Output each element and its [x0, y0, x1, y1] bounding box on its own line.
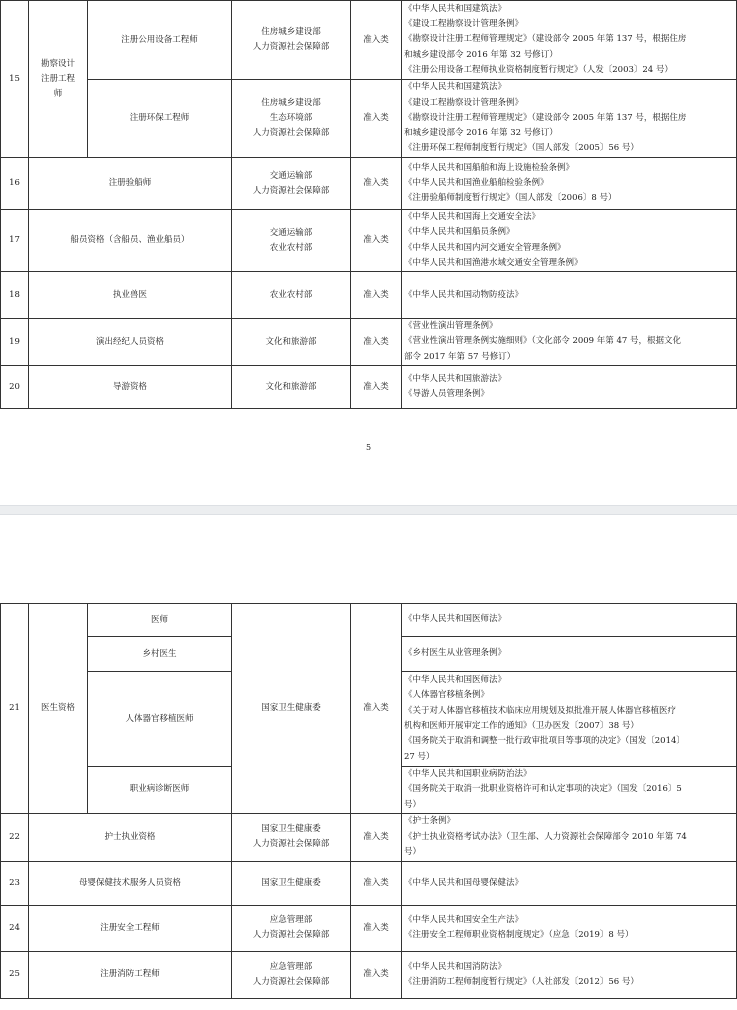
- department: [232, 80, 351, 158]
- qualification-name: 母婴保健技术服务人员资格: [29, 861, 232, 905]
- department-line: 住房城乡建设部: [261, 27, 321, 37]
- qualification-type: 准入类: [351, 604, 402, 814]
- category-line: 注册工程: [40, 73, 75, 84]
- department-line: 人力资源社会保障部: [252, 839, 330, 850]
- legal-basis-line: 《注册公用设备工程师执业资格制度暂行规定》（人发〔2003〕24 号）: [404, 64, 673, 75]
- category-line: 勘察设计: [40, 58, 75, 69]
- department-line: 应急管理部: [269, 961, 313, 972]
- category-line: 师: [53, 88, 63, 99]
- legal-basis-line: 《营业性演出管理条例实施细则》（文化部令 2009 年第 47 号，根据文化: [404, 336, 682, 347]
- qualification-table-page-6: [0, 603, 737, 999]
- department-line: 文化和旅游部: [265, 381, 317, 392]
- qualification-name: 注册安全工程师: [29, 905, 232, 951]
- table-row: [1, 158, 737, 210]
- legal-basis-line: 《建设工程勘察设计管理条例》: [404, 97, 524, 108]
- legal-basis-line: 《中华人民共和国船员条例》: [404, 227, 515, 238]
- department-line: 人力资源社会保障部: [252, 930, 330, 941]
- department: [232, 210, 351, 272]
- row-number: 16: [1, 158, 29, 210]
- department: [232, 951, 351, 998]
- department: [232, 1, 351, 80]
- qualification-type: 准入类: [351, 319, 402, 366]
- qualification-type: 准入类: [351, 366, 402, 409]
- legal-basis-line: 《护士执业资格考试办法》（卫生部、人力资源社会保障部令 2010 年第 74: [404, 831, 687, 842]
- qualification-type: 准入类: [351, 158, 402, 210]
- legal-basis-line: 《注册环保工程师制度暂行规定》（国人部发〔2005〕56 号）: [404, 143, 639, 154]
- legal-basis: [402, 80, 737, 158]
- legal-basis-line: 《国务院关于取消一批职业资格许可和认定事项的决定》（国发〔2016〕5: [404, 784, 682, 795]
- qualification-name: 演出经纪人员资格: [29, 319, 232, 366]
- legal-basis-line: 《勘察设计注册工程师管理规定》（建设部令 2005 年第 137 号，根据住房: [404, 112, 687, 123]
- legal-basis-line: 《注册验船师制度暂行规定》（国人部发〔2006〕8 号）: [404, 193, 617, 204]
- table-row: [1, 604, 737, 637]
- legal-basis-line: 《中华人民共和国船舶和海上设施检验条例》: [404, 162, 575, 173]
- legal-basis: [402, 319, 737, 366]
- legal-basis-line: 《国务院关于取消和调整一批行政审批项目等事项的决定》（国发〔2014〕: [404, 736, 685, 747]
- row-number: 25: [1, 951, 29, 998]
- department-line: 农业农村部: [269, 289, 313, 300]
- qualification-type: 准入类: [351, 861, 402, 905]
- legal-basis: [402, 637, 737, 672]
- department-line: 生态环境部: [269, 113, 313, 123]
- qualification-type: 准入类: [351, 813, 402, 861]
- qualification-type: 准入类: [351, 80, 402, 158]
- row-number: 21: [1, 604, 29, 814]
- department-line: 国家卫生健康委: [261, 877, 321, 888]
- row-number: 17: [1, 210, 29, 272]
- qualification-name: 医师: [88, 604, 232, 637]
- legal-basis: [402, 366, 737, 409]
- row-number: 24: [1, 905, 29, 951]
- legal-basis-line: 《中华人民共和国动物防疫法》: [404, 289, 524, 300]
- qualification-name: 注册验船师: [29, 158, 232, 210]
- qualification-name: 注册环保工程师: [88, 80, 232, 158]
- legal-basis-line: 《注册消防工程师制度暂行规定》（人社部发〔2012〕56 号）: [404, 976, 639, 987]
- page-number: 5: [365, 443, 372, 452]
- table-row: [1, 80, 737, 158]
- legal-basis-line: 《中华人民共和国医师法》: [404, 614, 507, 625]
- qualification-name: 注册公用设备工程师: [88, 1, 232, 80]
- legal-basis-line: 《护士条例》: [404, 816, 456, 827]
- legal-basis: [402, 813, 737, 861]
- department-line: 国家卫生健康委: [261, 824, 321, 835]
- legal-basis: [402, 604, 737, 637]
- department: [232, 272, 351, 319]
- legal-basis: [402, 272, 737, 319]
- department-line: 交通运输部: [269, 170, 313, 181]
- legal-basis-line: 《中华人民共和国母婴保健法》: [404, 877, 524, 888]
- table-row: [1, 813, 737, 861]
- qualification-name: 船员资格（含船员、渔业船员）: [29, 210, 232, 272]
- qualification-type: 准入类: [351, 951, 402, 998]
- row-number: 20: [1, 366, 29, 409]
- legal-basis: [402, 158, 737, 210]
- legal-basis: [402, 210, 737, 272]
- legal-basis-line: 《中华人民共和国渔业船舶检验条例》: [404, 177, 549, 188]
- qualification-name: 导游资格: [29, 366, 232, 409]
- legal-basis: [402, 1, 737, 80]
- legal-basis-line: 《注册安全工程师职业资格制度规定》（应急〔2019〕8 号）: [404, 930, 634, 941]
- row-number: 22: [1, 813, 29, 861]
- qualification-type: 准入类: [351, 1, 402, 80]
- row-number: 19: [1, 319, 29, 366]
- department-line: 文化和旅游部: [265, 336, 317, 347]
- department: [232, 604, 351, 814]
- table-row: [1, 319, 737, 366]
- legal-basis-line: 《中华人民共和国旅游法》: [404, 373, 507, 384]
- legal-basis-line: 《中华人民共和国海上交通安全法》: [404, 212, 541, 222]
- department: [232, 158, 351, 210]
- legal-basis-line: 《中华人民共和国建筑法》: [404, 3, 507, 14]
- category: [29, 1, 88, 158]
- legal-basis-line: 《人体器官移植条例》: [404, 690, 490, 701]
- page-separator: [0, 505, 737, 515]
- legal-basis: [402, 951, 737, 998]
- legal-basis-line: 和城乡建设部令 2016 年第 32 号修订）: [404, 49, 558, 60]
- department-line: 国家卫生健康委: [261, 702, 321, 713]
- table-row: [1, 861, 737, 905]
- legal-basis-line: 《中华人民共和国医师法》: [404, 675, 507, 686]
- qualification-name: 执业兽医: [29, 272, 232, 319]
- legal-basis: [402, 861, 737, 905]
- legal-basis-line: 《中华人民共和国渔港水域交通安全管理条例》: [404, 257, 583, 268]
- department-line: 人力资源社会保障部: [252, 976, 330, 987]
- legal-basis: [402, 672, 737, 767]
- department: [232, 861, 351, 905]
- legal-basis: [402, 905, 737, 951]
- department: [232, 905, 351, 951]
- department-line: 交通运输部: [269, 227, 313, 238]
- table-row: [1, 951, 737, 998]
- department-line: 农业农村部: [269, 242, 313, 253]
- legal-basis-line: 《建设工程勘察设计管理条例》: [404, 19, 524, 30]
- qualification-type: 准入类: [351, 210, 402, 272]
- legal-basis-line: 《勘察设计注册工程师管理规定》（建设部令 2005 年第 137 号，根据住房: [404, 34, 687, 45]
- qualification-name: 乡村医生: [88, 637, 232, 672]
- legal-basis-line: 27 号）: [404, 751, 435, 762]
- legal-basis-line: 和城乡建设部令 2016 年第 32 号修订）: [404, 128, 558, 139]
- department-line: 人力资源社会保障部: [252, 128, 330, 138]
- legal-basis-line: 号）: [404, 799, 422, 810]
- legal-basis-line: 《关于对人体器官移植技术临床应用规划及拟批准开展人体器官移植医疗: [404, 705, 677, 716]
- qualification-table-page-5: [0, 0, 737, 409]
- qualification-name: 人体器官移植医师: [88, 672, 232, 767]
- table-row: [1, 272, 737, 319]
- row-number: 23: [1, 861, 29, 905]
- legal-basis-line: 《中华人民共和国消防法》: [404, 961, 507, 972]
- department: [232, 366, 351, 409]
- department: [232, 319, 351, 366]
- department-line: 人力资源社会保障部: [252, 42, 330, 52]
- legal-basis-line: 《中华人民共和国职业病防治法》: [404, 769, 532, 779]
- table-row: [1, 210, 737, 272]
- legal-basis-line: 《乡村医生从业管理条例》: [404, 648, 507, 659]
- legal-basis-line: 《中华人民共和国安全生产法》: [404, 915, 524, 926]
- department-line: 人力资源社会保障部: [252, 185, 330, 196]
- legal-basis-line: 《营业性演出管理条例》: [404, 321, 498, 332]
- qualification-name: 注册消防工程师: [29, 951, 232, 998]
- legal-basis-line: 机构和医师开展审定工作的通知》（卫办医发〔2007〕38 号）: [404, 721, 639, 731]
- qualification-name: 职业病诊断医师: [88, 767, 232, 814]
- table-row: [1, 905, 737, 951]
- document-page-6: [0, 515, 737, 1010]
- legal-basis-line: 号）: [404, 847, 422, 858]
- category: 医生资格: [29, 604, 88, 814]
- qualification-name: 护士执业资格: [29, 813, 232, 861]
- qualification-type: 准入类: [351, 272, 402, 319]
- department: [232, 813, 351, 861]
- legal-basis: [402, 767, 737, 814]
- legal-basis-line: 《导游人员管理条例》: [404, 389, 490, 400]
- table-row: [1, 1, 737, 80]
- row-number: 18: [1, 272, 29, 319]
- legal-basis-line: 部令 2017 年第 57 号修订）: [404, 351, 516, 362]
- legal-basis-line: 《中华人民共和国内河交通安全管理条例》: [404, 242, 566, 253]
- qualification-type: 准入类: [351, 905, 402, 951]
- department-line: 应急管理部: [269, 915, 313, 926]
- row-number: 15: [1, 1, 29, 158]
- table-row: [1, 366, 737, 409]
- legal-basis-line: 《中华人民共和国建筑法》: [404, 82, 507, 93]
- department-line: 住房城乡建设部: [261, 98, 321, 108]
